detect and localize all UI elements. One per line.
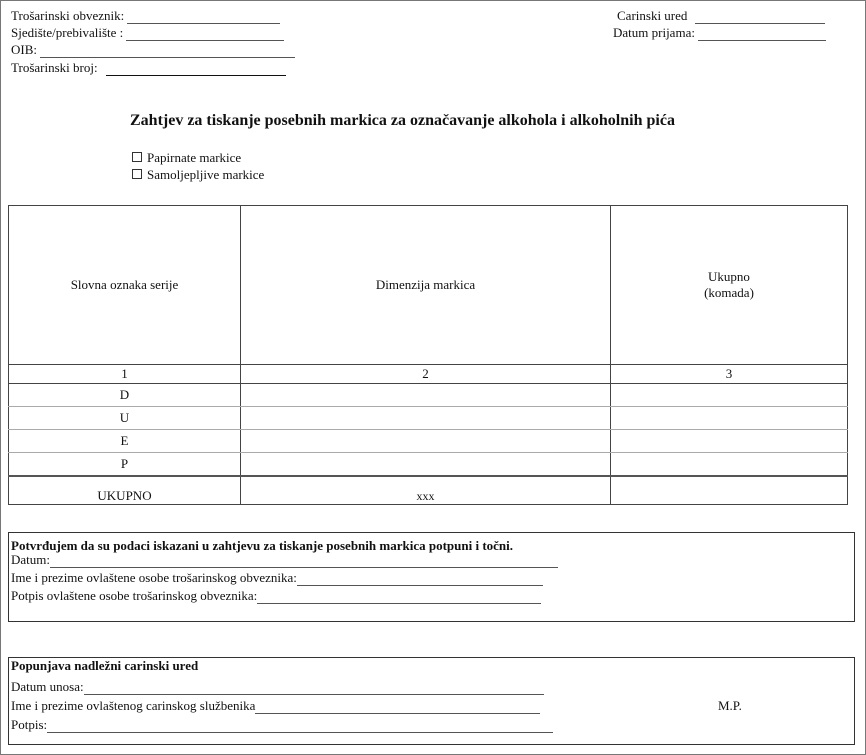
confirm-datum-field[interactable]	[11, 552, 558, 568]
office-datum-field[interactable]	[11, 679, 544, 695]
potpis-label: Potpis:	[11, 717, 48, 732]
dimenzija-cell[interactable]	[241, 407, 611, 430]
oib-field[interactable]	[11, 42, 295, 58]
sluzbenik-label: Ime i prezime ovlaštenog carinskog službenika	[11, 698, 256, 713]
serija-cell: U	[9, 407, 241, 430]
datum-unosa-label: Datum unosa:	[11, 679, 84, 694]
oib-label: OIB:	[11, 42, 37, 57]
ukupno-cell[interactable]	[611, 430, 848, 453]
customs-office-box	[8, 657, 855, 745]
ime-label: Ime i prezime ovlaštene osobe trošarinskog obveznika:	[11, 570, 297, 585]
header-dimenzija: Dimenzija markica	[241, 206, 611, 365]
checkbox-icon[interactable]	[132, 152, 142, 162]
stamp-placeholder: M.P.	[718, 698, 742, 713]
option-label: Samoljepljive markice	[147, 167, 265, 182]
confirm-potpis-field[interactable]	[11, 588, 541, 604]
confirm-ime-field[interactable]	[11, 570, 543, 586]
sjediste-field[interactable]	[11, 25, 284, 41]
table-row	[9, 430, 848, 453]
dimenzija-cell[interactable]	[241, 453, 611, 477]
office-heading: Popunjava nadležni carinski ured	[11, 658, 199, 673]
total-label: UKUPNO	[9, 476, 241, 504]
trosarinski-broj-field[interactable]	[11, 60, 286, 76]
header-ukupno	[611, 206, 848, 365]
col-number: 1	[9, 365, 241, 384]
col-number: 2	[241, 365, 611, 384]
markice-table	[8, 205, 848, 505]
office-ime-field[interactable]	[11, 698, 540, 714]
document-title: Zahtjev za tiskanje posebnih markica za označavanje alkohola i alkoholnih pića	[130, 112, 675, 129]
dimenzija-cell[interactable]	[241, 384, 611, 407]
ukupno-cell[interactable]	[611, 384, 848, 407]
obveznik-field[interactable]	[11, 8, 280, 24]
checkbox-icon[interactable]	[132, 169, 142, 179]
datum-label: Datum:	[11, 552, 50, 567]
option-papirnate[interactable]	[132, 150, 241, 166]
ukupno-cell[interactable]	[611, 407, 848, 430]
option-label: Papirnate markice	[147, 150, 242, 165]
broj-label: Trošarinski broj:	[11, 60, 98, 75]
datum-prijama-label: Datum prijama:	[613, 25, 695, 40]
serija-cell: E	[9, 430, 241, 453]
dimenzija-cell[interactable]	[241, 430, 611, 453]
serija-cell: D	[9, 384, 241, 407]
sjediste-label: Sjedište/prebivalište :	[11, 25, 124, 40]
confirmation-heading: Potvrđujem da su podaci iskazani u zahtjevu za tiskanje posebnih markica potpuni i točni.	[11, 538, 514, 553]
potpis-label: Potpis ovlaštene osobe trošarinskog obveznika:	[11, 588, 258, 603]
total-dim: xxx	[241, 476, 611, 504]
serija-cell: P	[9, 453, 241, 477]
total-ukupno-cell[interactable]	[611, 476, 848, 504]
confirmation-box	[8, 532, 855, 622]
header-slovna-oznaka: Slovna oznaka serije	[9, 206, 241, 365]
ukupno-cell[interactable]	[611, 453, 848, 477]
option-samoljepljive[interactable]	[132, 167, 264, 183]
ured-label: Carinski ured	[617, 8, 688, 23]
table-row	[9, 384, 848, 407]
table-row	[9, 407, 848, 430]
table-row	[9, 453, 848, 477]
komada-label: (komada)	[704, 285, 754, 300]
carinski-ured-field[interactable]	[617, 8, 825, 24]
obveznik-label: Trošarinski obveznik:	[11, 8, 125, 23]
office-potpis-field[interactable]	[11, 717, 553, 733]
ukupno-label: Ukupno	[708, 269, 750, 284]
datum-prijama-field[interactable]	[613, 25, 826, 41]
total-row	[9, 476, 848, 504]
col-number: 3	[611, 365, 848, 384]
